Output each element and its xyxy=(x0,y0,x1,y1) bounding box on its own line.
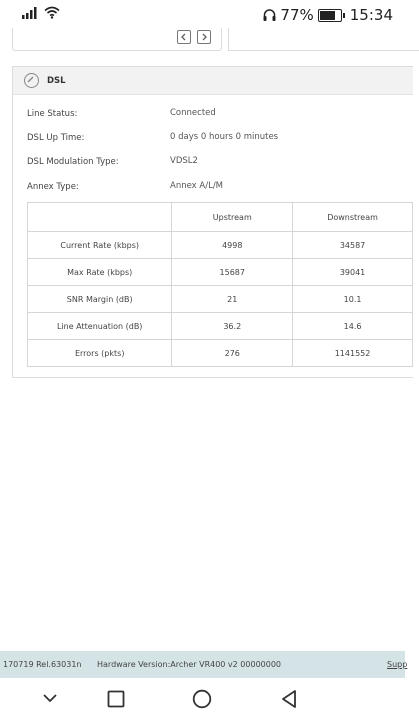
previous-card xyxy=(12,28,222,51)
chevron-left-icon xyxy=(180,33,188,41)
chevron-down-icon[interactable] xyxy=(42,692,58,704)
dsl-panel-title: DSL xyxy=(47,75,66,86)
line-status-label: Line Status: xyxy=(27,109,78,119)
downstream-value: 10.1 xyxy=(293,286,413,313)
dsl-up-time-value: 0 days 0 hours 0 minutes xyxy=(170,132,279,142)
hardware-version: Hardware Version:Archer VR400 v2 00000000 xyxy=(97,660,282,669)
dsl-panel xyxy=(12,66,413,378)
recent-apps-button[interactable] xyxy=(107,690,125,708)
annex-type-label: Annex Type: xyxy=(27,182,79,192)
table-header-cell xyxy=(28,203,172,232)
back-button[interactable] xyxy=(280,689,298,709)
downstream-value: 1141552 xyxy=(293,340,413,367)
row-label: Line Attenuation (dB) xyxy=(28,313,172,340)
table-header-row xyxy=(28,203,413,232)
table-header-upstream: Upstream xyxy=(172,203,293,232)
table-row xyxy=(28,259,413,286)
downstream-value: 34587 xyxy=(293,232,413,259)
battery-icon xyxy=(318,9,342,22)
home-button[interactable] xyxy=(192,689,212,709)
upstream-value: 15687 xyxy=(172,259,293,286)
dsl-up-time-label: DSL Up Time: xyxy=(27,133,85,143)
row-label: Errors (pkts) xyxy=(28,340,172,367)
row-label: SNR Margin (dB) xyxy=(28,286,172,313)
navigation-bar xyxy=(0,678,405,720)
status-bar xyxy=(0,0,405,28)
line-status-value: Connected xyxy=(170,108,216,118)
table-row xyxy=(28,340,413,367)
upstream-value: 36.2 xyxy=(172,313,293,340)
modulation-type-value: VDSL2 xyxy=(170,156,198,166)
support-link[interactable]: Supp xyxy=(387,660,408,669)
battery-percent: 77% xyxy=(280,6,314,24)
dsl-panel-header xyxy=(13,67,413,95)
downstream-value: 14.6 xyxy=(293,313,413,340)
headset-icon xyxy=(263,9,276,22)
row-label: Max Rate (kbps) xyxy=(28,259,172,286)
dsl-stats-table xyxy=(27,202,413,367)
upstream-value: 276 xyxy=(172,340,293,367)
downstream-value: 39041 xyxy=(293,259,413,286)
upstream-value: 4998 xyxy=(172,232,293,259)
annex-type-value: Annex A/L/M xyxy=(170,181,224,191)
previous-page-button[interactable] xyxy=(177,30,191,44)
table-row xyxy=(28,313,413,340)
row-label: Current Rate (kbps) xyxy=(28,232,172,259)
previous-card-right xyxy=(228,28,419,51)
footer-bar xyxy=(0,651,408,678)
gauge-icon xyxy=(24,73,39,88)
next-page-button[interactable] xyxy=(197,30,211,44)
chevron-right-icon xyxy=(200,33,208,41)
clock: 15:34 xyxy=(349,6,393,24)
wifi-icon xyxy=(44,6,60,19)
upstream-value: 21 xyxy=(172,286,293,313)
table-header-downstream: Downstream xyxy=(293,203,413,232)
table-row xyxy=(28,232,413,259)
signal-icon xyxy=(22,7,38,19)
modulation-type-label: DSL Modulation Type: xyxy=(27,157,119,167)
table-row xyxy=(28,286,413,313)
firmware-version: 170719 Rel.63031n xyxy=(3,660,82,669)
